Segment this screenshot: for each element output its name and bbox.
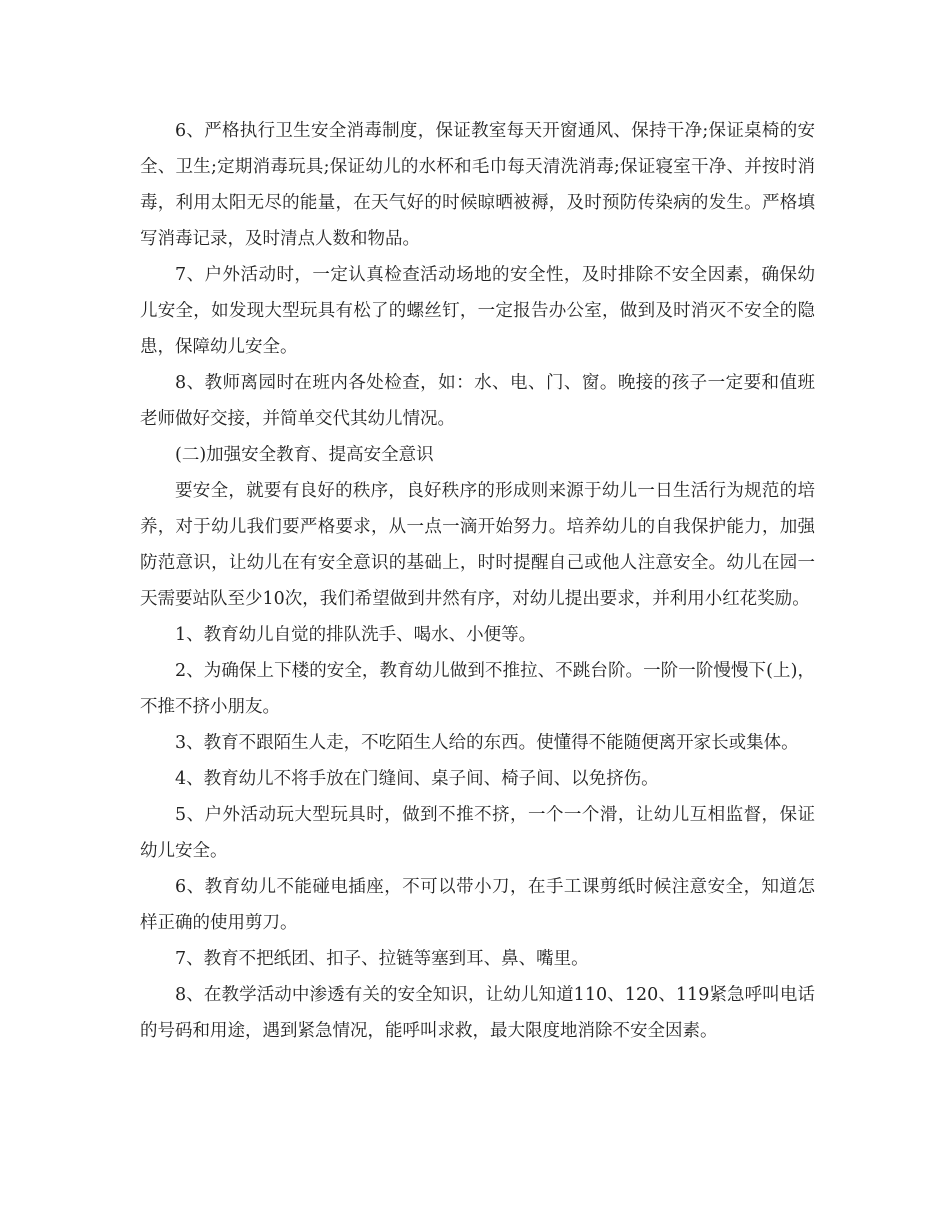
list-item-electric-scissors: 6、教育幼儿不能碰电插座，不可以带小刀，在手工课剪纸时候注意安全，知道怎样正确的使用剪刀。: [140, 877, 815, 933]
list-item-stairs: 2、为确保上下楼的安全，教育幼儿做到不推拉、不跳台阶。一阶一阶慢慢下(上)，不推不挤小朋友。: [140, 661, 815, 717]
paragraph-leaving-check: 8、教师离园时在班内各处检查，如：水、电、门、窗。晚接的孩子一定要和值班老师做好交接，并简单交代其幼儿情况。: [140, 373, 815, 429]
list-item-strangers: 3、教育不跟陌生人走，不吃陌生人给的东西。使懂得不能随便离开家长或集体。: [175, 733, 799, 753]
paragraph-order-intro: 要安全，就要有良好的秩序，良好秩序的形成则来源于幼儿一日生活行为规范的培养，对于幼儿我们要严格要求，从一点一滴开始努力。培养幼儿的自我保护能力，加强防范意识，让幼儿在有安全意识的基础上，时时提醒自己或他人注意安全。幼儿在园一天需要站队至少10次，我们希望做到井然有序，对幼儿提出要求，并利用小红花奖励。: [140, 481, 815, 609]
list-item-small-objects: 7、教育不把纸团、扣子、拉链等塞到耳、鼻、嘴里。: [175, 949, 589, 969]
list-item-queue: 1、教育幼儿自觉的排队洗手、喝水、小便等。: [175, 625, 537, 645]
paragraph-outdoor-inspection: 7、户外活动时，一定认真检查活动场地的安全性，及时排除不安全因素，确保幼儿安全，如发现大型玩具有松了的螺丝钉，一定报告办公室，做到及时消灭不安全的隐患，保障幼儿安全。: [140, 265, 815, 357]
document-body: [140, 113, 815, 1049]
list-item-emergency-numbers: 8、在教学活动中渗透有关的安全知识，让幼儿知道110、120、119紧急呼叫电话的号码和用途，遇到紧急情况，能呼叫求救，最大限度地消除不安全因素。: [140, 985, 815, 1041]
paragraph-hygiene-disinfection: 6、严格执行卫生安全消毒制度，保证教室每天开窗通风、保持干净;保证桌椅的安全、卫生;定期消毒玩具;保证幼儿的水杯和毛巾每天清洗消毒;保证寝室干净、并按时消毒，利用太阳无尽的能量，在天气好的时候晾晒被褥，及时预防传染病的发生。严格填写消毒记录，及时清点人数和物品。: [140, 121, 815, 249]
list-item-hands: 4、教育幼儿不将手放在门缝间、桌子间、椅子间、以免挤伤。: [175, 769, 659, 789]
section-heading-safety-education: (二)加强安全教育、提高安全意识: [175, 445, 434, 465]
list-item-outdoor-toys: 5、户外活动玩大型玩具时，做到不推不挤，一个一个滑，让幼儿互相监督，保证幼儿安全。: [140, 805, 815, 861]
